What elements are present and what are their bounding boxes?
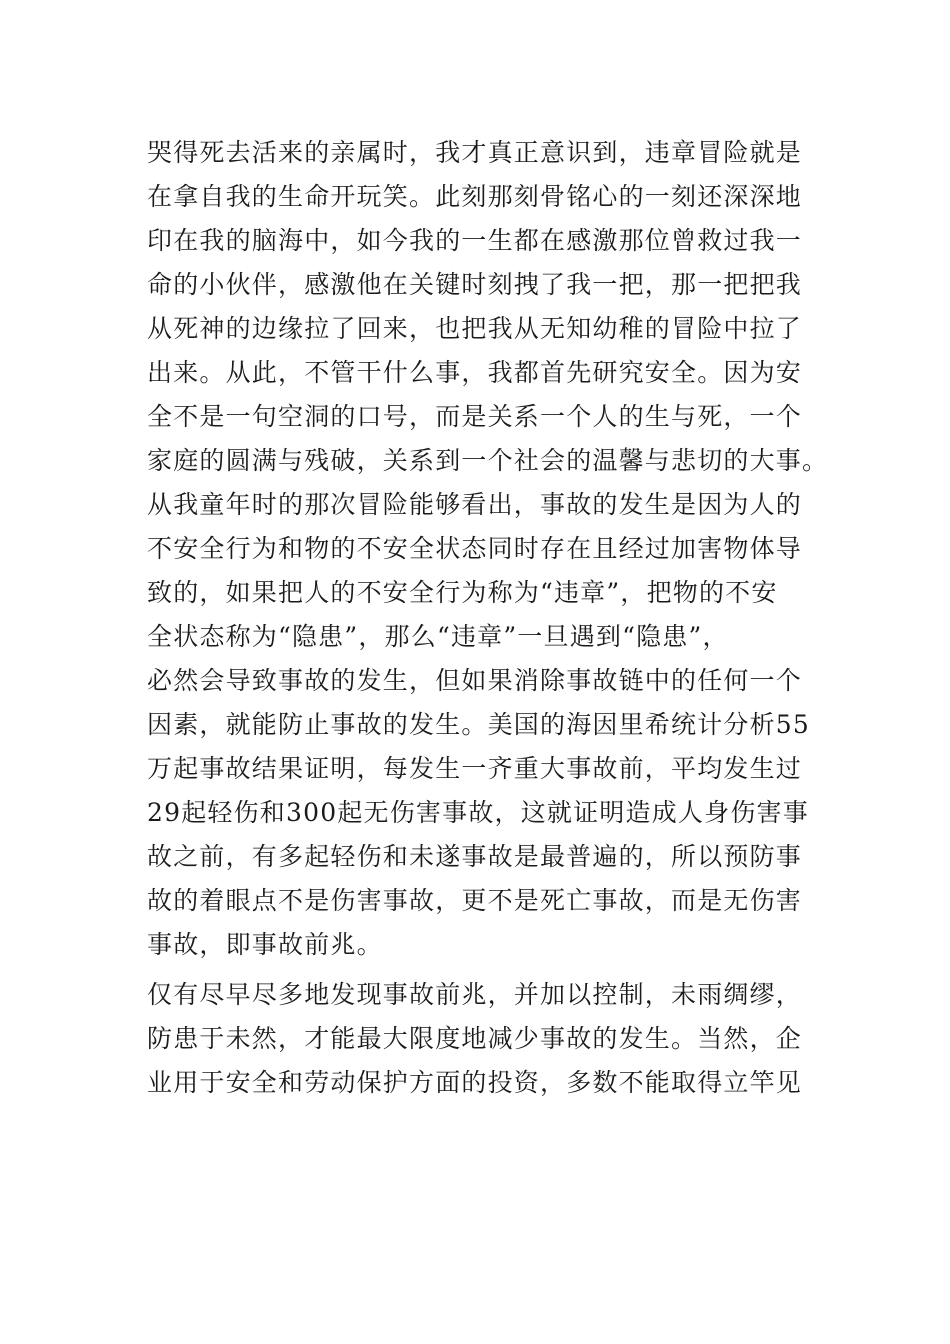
text-line: 事故，即事故前兆。 [147, 930, 383, 959]
text-line: 致的，如果把人的不安全行为称为“违章”，把物的不安 [147, 578, 778, 607]
text-line: 全不是一句空洞的口号，而是关系一个人的生与死，一个 [147, 402, 803, 431]
text-line: 命的小伙伴，感激他在关键时刻拽了我一把，那一把把我 [147, 270, 803, 299]
text-line: 仅有尽早尽多地发现事故前兆，并加以控制，未雨绸缪， [147, 980, 803, 1009]
text-line: 全状态称为“隐患”，那么“违章”一旦遇到“隐患”， [147, 622, 729, 651]
text-line: 业用于安全和劳动保护方面的投资，多数不能取得立竿见 [147, 1068, 803, 1097]
text-line: 29起轻伤和300起无伤害事故，这就证明造成人身伤害事 [147, 798, 809, 827]
paragraph [147, 131, 829, 967]
text-line: 因素，就能防止事故的发生。美国的海因里希统计分析55 [147, 710, 811, 739]
paragraph [147, 973, 817, 1105]
text-line: 万起事故结果证明，每发生一齐重大事故前，平均发生过 [147, 754, 803, 783]
text-line: 必然会导致事故的发生，但如果消除事故链中的任何一个 [147, 666, 803, 695]
document-body [147, 131, 829, 1105]
text-line: 从死神的边缘拉了回来，也把我从无知幼稚的冒险中拉了 [147, 314, 803, 343]
text-line: 家庭的圆满与残破，关系到一个社会的温馨与悲切的大事。 [147, 446, 829, 475]
text-line: 印在我的脑海中，如今我的一生都在感激那位曾救过我一 [147, 226, 803, 255]
text-line: 在拿自我的生命开玩笑。此刻那刻骨铭心的一刻还深深地 [147, 182, 803, 211]
text-line: 防患于未然，才能最大限度地减少事故的发生。当然，企 [147, 1024, 803, 1053]
text-line: 哭得死去活来的亲属时，我才真正意识到，违章冒险就是 [147, 138, 803, 167]
text-line: 故之前，有多起轻伤和未遂事故是最普遍的，所以预防事 [147, 842, 803, 871]
text-line: 故的着眼点不是伤害事故，更不是死亡事故，而是无伤害 [147, 886, 803, 915]
text-line: 不安全行为和物的不安全状态同时存在且经过加害物体导 [147, 534, 803, 563]
text-line: 从我童年时的那次冒险能够看出，事故的发生是因为人的 [147, 490, 803, 519]
text-line: 出来。从此，不管干什么事，我都首先研究安全。因为安 [147, 358, 803, 387]
